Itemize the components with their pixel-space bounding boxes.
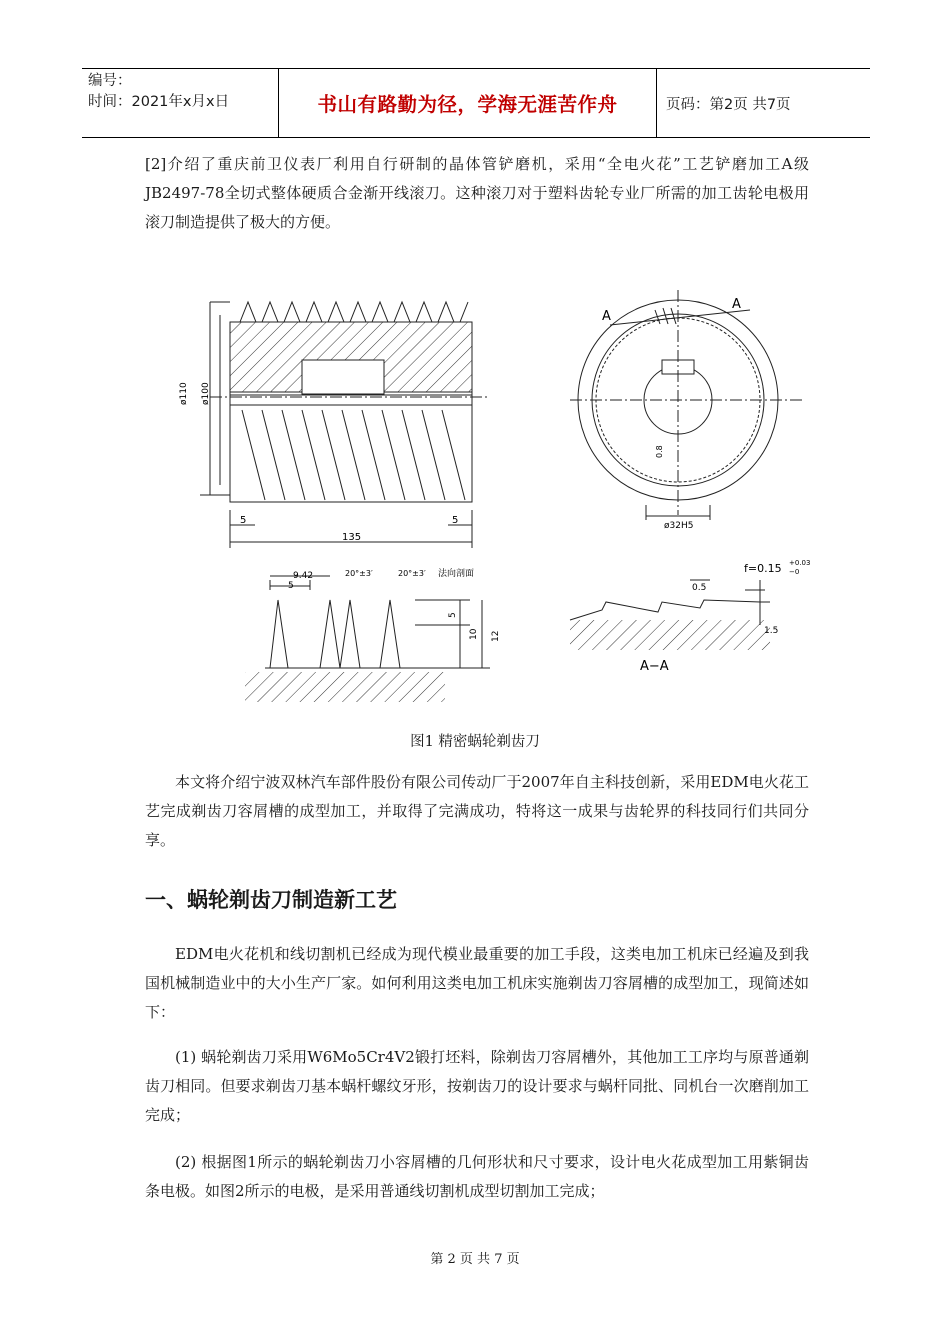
aa-section xyxy=(570,580,770,650)
dim-110: ø110 xyxy=(179,382,189,405)
angle-left: 20°±3′ xyxy=(345,569,373,578)
dim-5-tooth: 5 xyxy=(288,581,294,591)
section-a-left: A xyxy=(602,309,611,324)
dim-5-h: 5 xyxy=(448,612,458,618)
paragraph-4: (1) 蜗轮剃齿刀采用W6Mo5Cr4V2锻打坯料，除剃齿刀容屑槽外，其他加工工序均与原普通剃齿刀相同。但要求剃齿刀基本蜗杆螺纹牙形，按剃齿刀的设计要求与蜗杆同批、同机台一次磨削加工完成； xyxy=(145,1048,809,1124)
f-upper: +0.03 xyxy=(789,559,811,567)
dim-05: 0.5 xyxy=(692,583,707,593)
paragraph-2: 本文将介绍宁波双林汽车部件股份有限公司传动厂于2007年自主科技创新，采用EDM电火花工艺完成剃齿刀容屑槽的成型加工，并取得了完满成功，特将这一成果与齿轮界的科技同行们共同分享。 xyxy=(145,773,809,849)
figure-drawing xyxy=(170,280,820,710)
f-lower: −0 xyxy=(789,568,800,576)
page-footer: 第 2 页 共 7 页 xyxy=(430,1252,520,1267)
side-view xyxy=(200,302,490,548)
dim-135: 135 xyxy=(342,532,362,543)
section-a-right: A xyxy=(732,297,741,312)
f-tolerance: f=0.15 xyxy=(744,562,782,575)
aa-label: A−A xyxy=(640,659,669,674)
angle-right: 20°±3′ xyxy=(398,569,426,578)
header-page-info: 页码：第2页 共7页 xyxy=(666,96,791,113)
dim-100: ø100 xyxy=(201,382,211,405)
end-view xyxy=(570,290,805,520)
dim-12: 12 xyxy=(491,630,501,642)
paragraph-5: (2) 根据图1所示的蜗轮剃齿刀小容屑槽的几何形状和尺寸要求，设计电火花成型加工用紫铜齿条电极。如图2所示的电极，是采用普通线切割机成型切割加工完成； xyxy=(145,1153,809,1200)
dim-10: 10 xyxy=(469,628,479,640)
rough-08: 0.8 xyxy=(655,445,664,458)
paragraph-3: EDM电火花机和线切割机已经成为现代模业最重要的加工手段，这类电加工机床已经遍及到我国机械制造业中的大小生产厂家。如何利用这类电加工机床实施剃齿刀容屑槽的成型加工，现简述如下： xyxy=(145,945,809,1021)
page-header xyxy=(82,68,870,138)
dim-15: 1.5 xyxy=(764,626,779,636)
number-label: 编号： xyxy=(88,73,132,89)
dim-5-left: 5 xyxy=(240,515,247,526)
intro-paragraph: [2]介绍了重庆前卫仪表厂利用自行研制的晶体管铲磨机，采用“全电火花”工艺铲磨加工A级 JB2497-78全切式整体硬质合金渐开线滚刀。这种滚刀对于塑料齿轮专业厂所需的加工齿轮电极用滚刀制造提供了极大的方便。 xyxy=(145,155,809,231)
dim-942: 9.42 xyxy=(293,571,314,581)
header-motto: 书山有路勤为径，学海无涯苦作舟 xyxy=(279,69,657,137)
section-heading: 一、蜗轮剃齿刀制造新工艺 xyxy=(145,888,397,912)
dim-5-right: 5 xyxy=(452,515,459,526)
bore-dim: ø32H5 xyxy=(664,521,694,531)
header-meta xyxy=(82,69,279,137)
figure-caption: 图1 精密蜗轮剃齿刀 xyxy=(410,734,540,750)
time-label: 时间：2021年x月x日 xyxy=(88,94,230,110)
normal-section-label: 法向剖面 xyxy=(438,569,475,579)
tooth-profile xyxy=(245,576,490,702)
